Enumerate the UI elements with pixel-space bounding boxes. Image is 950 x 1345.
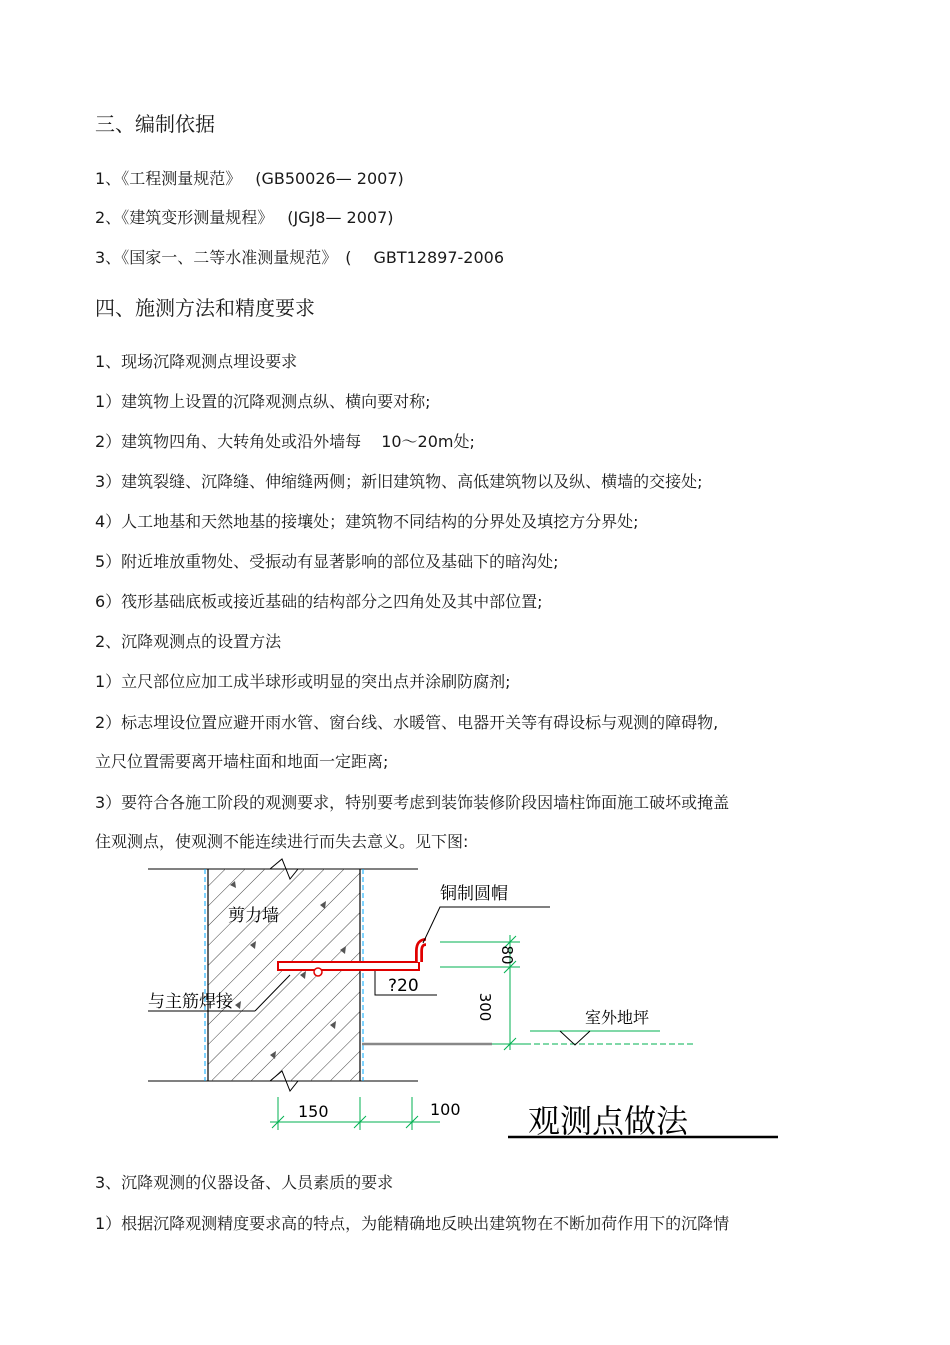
list-item: 3）要符合各施工阶段的观测要求，特别要考虑到装饰装修阶段因墙柱饰面施工破坏或掩盖	[95, 793, 730, 812]
dim-80-label: 80	[498, 945, 516, 965]
figure-caption: 观测点做法	[528, 1102, 689, 1140]
section-3-heading: 三、编制依据	[95, 112, 215, 136]
ref-num: 1、	[95, 169, 122, 188]
ref-num: 2、	[95, 208, 122, 227]
list-item: 4）人工地基和天然地基的接壤处；建筑物不同结构的分界处及填挖方分界处;	[95, 512, 639, 531]
cap-leader-line	[423, 907, 550, 943]
list-item: 立尺位置需要离开墙柱面和地面一定距离;	[95, 752, 389, 771]
dim-300-label: 300	[476, 992, 494, 1022]
weld-label: 与主筋焊接	[148, 992, 233, 1012]
dim-100-label: 100	[430, 1100, 461, 1119]
list-item: 1）建筑物上设置的沉降观测点纵、横向要对称;	[95, 392, 431, 411]
cap-label: 铜制圆帽	[440, 884, 508, 904]
ref-code: (JGJ8— 2007)	[287, 208, 394, 227]
reference-1	[95, 166, 404, 189]
horizontal-dimension	[270, 1097, 440, 1130]
wall-section-hatch	[208, 869, 360, 1081]
ref-title: 《建筑变形测量规程》	[121, 208, 274, 227]
list-item: 5）附近堆放重物处、受振动有显著影响的部位及基础下的暗沟处;	[95, 552, 559, 571]
reference-2	[95, 205, 394, 228]
list-item: 1）立尺部位应加工成半球形或明显的突出点并涂刷防腐剂;	[95, 672, 511, 691]
ground-level-symbol	[560, 1031, 590, 1045]
ref-paren: (	[345, 248, 352, 267]
ref-title: 《工程测量规范》	[121, 169, 242, 188]
list-item: 6）筏形基础底板或接近基础的结构部分之四角处及其中部位置;	[95, 592, 543, 611]
ref-code: (GB50026— 2007)	[255, 169, 404, 188]
ref-code: GBT12897-2006	[373, 248, 504, 267]
ground-label: 室外地坪	[585, 1008, 650, 1027]
subsection-2-title: 2、沉降观测点的设置方法	[95, 632, 282, 651]
item-text: 2）建筑物四角、大转角处或沿外墙每	[95, 432, 362, 451]
dim-150-label: 150	[298, 1102, 329, 1121]
ref-title: 《国家一、二等水准测量规范》	[121, 248, 338, 267]
list-item: 住观测点，使观测不能连续进行而失去意义。见下图:	[95, 832, 469, 851]
observation-point-diagram	[140, 855, 790, 1145]
list-item	[95, 429, 475, 452]
subsection-1-title: 1、现场沉降观测点埋设要求	[95, 352, 298, 371]
list-item: 2）标志埋设位置应避开雨水管、窗台线、水暖管、电器开关等有碍设标与观测的障碍物,	[95, 713, 719, 732]
diameter-label: ?20	[388, 976, 419, 996]
subsection-3-title: 3、沉降观测的仪器设备、人员素质的要求	[95, 1173, 394, 1192]
list-item: 3）建筑裂缝、沉降缝、伸缩缝两侧；新旧建筑物、高低建筑物以及纵、横墙的交接处;	[95, 472, 703, 491]
item-text-tail: 10～20m处;	[381, 432, 475, 451]
list-item: 1）根据沉降观测精度要求高的特点，为能精确地反映出建筑物在不断加荷作用下的沉降情	[95, 1214, 730, 1233]
section-4-heading: 四、施测方法和精度要求	[95, 296, 315, 320]
wall-label: 剪力墙	[228, 906, 279, 926]
ref-num: 3、	[95, 248, 122, 267]
reference-3	[95, 245, 504, 268]
